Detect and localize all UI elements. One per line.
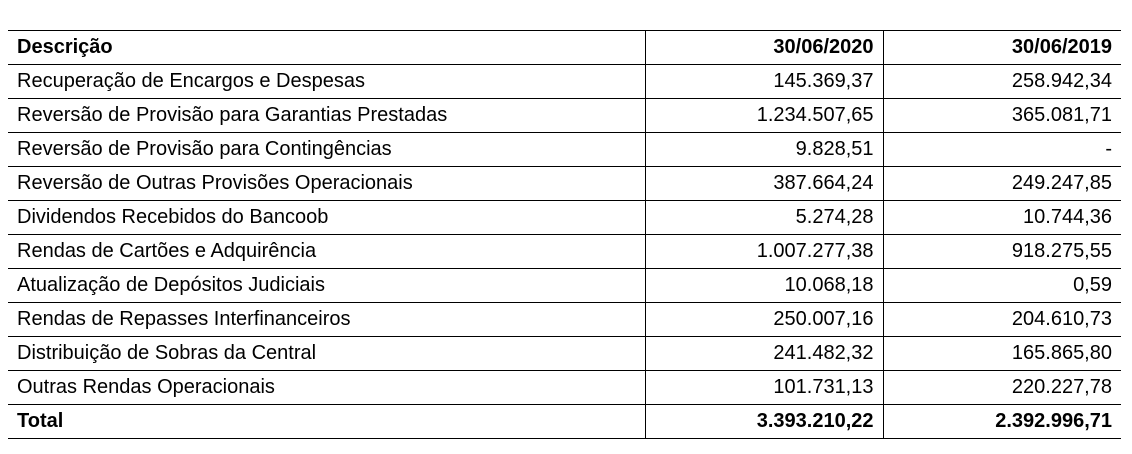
row-description: Atualização de Depósitos Judiciais: [8, 269, 645, 303]
row-value-2019: 165.865,80: [883, 337, 1121, 371]
table-row: [8, 371, 1121, 405]
table-row: [8, 235, 1121, 269]
row-description: Reversão de Provisão para Contingências: [8, 133, 645, 167]
total-label: Total: [8, 405, 645, 439]
row-value-2020: 101.731,13: [645, 371, 883, 405]
row-description: Rendas de Cartões e Adquirência: [8, 235, 645, 269]
header-period-2020: 30/06/2020: [645, 31, 883, 65]
row-value-2020: 1.234.507,65: [645, 99, 883, 133]
table-row: [8, 269, 1121, 303]
row-description: Reversão de Outras Provisões Operacionais: [8, 167, 645, 201]
row-description: Dividendos Recebidos do Bancoob: [8, 201, 645, 235]
row-value-2019: 204.610,73: [883, 303, 1121, 337]
row-value-2020: 241.482,32: [645, 337, 883, 371]
row-value-2019: 0,59: [883, 269, 1121, 303]
row-description: Distribuição de Sobras da Central: [8, 337, 645, 371]
table-row: [8, 303, 1121, 337]
table-row: [8, 65, 1121, 99]
table-row: [8, 133, 1121, 167]
header-period-2019: 30/06/2019: [883, 31, 1121, 65]
table-row: [8, 99, 1121, 133]
row-value-2019: 249.247,85: [883, 167, 1121, 201]
row-description: Recuperação de Encargos e Despesas: [8, 65, 645, 99]
header-row: [8, 31, 1121, 65]
table-row: [8, 167, 1121, 201]
row-value-2020: 10.068,18: [645, 269, 883, 303]
row-value-2020: 250.007,16: [645, 303, 883, 337]
financial-table: [8, 30, 1121, 439]
row-value-2019: 365.081,71: [883, 99, 1121, 133]
total-value-2020: 3.393.210,22: [645, 405, 883, 439]
total-value-2019: 2.392.996,71: [883, 405, 1121, 439]
row-description: Reversão de Provisão para Garantias Prestadas: [8, 99, 645, 133]
row-description: Outras Rendas Operacionais: [8, 371, 645, 405]
total-row: [8, 405, 1121, 439]
row-value-2019: 918.275,55: [883, 235, 1121, 269]
row-value-2019: -: [883, 133, 1121, 167]
table-body: [8, 65, 1121, 439]
row-value-2019: 10.744,36: [883, 201, 1121, 235]
row-value-2019: 258.942,34: [883, 65, 1121, 99]
table-row: [8, 201, 1121, 235]
table-row: [8, 337, 1121, 371]
row-value-2020: 145.369,37: [645, 65, 883, 99]
row-value-2020: 9.828,51: [645, 133, 883, 167]
table-header: [8, 31, 1121, 65]
row-value-2020: 5.274,28: [645, 201, 883, 235]
row-value-2020: 1.007.277,38: [645, 235, 883, 269]
row-value-2020: 387.664,24: [645, 167, 883, 201]
header-description: Descrição: [8, 31, 645, 65]
row-value-2019: 220.227,78: [883, 371, 1121, 405]
row-description: Rendas de Repasses Interfinanceiros: [8, 303, 645, 337]
